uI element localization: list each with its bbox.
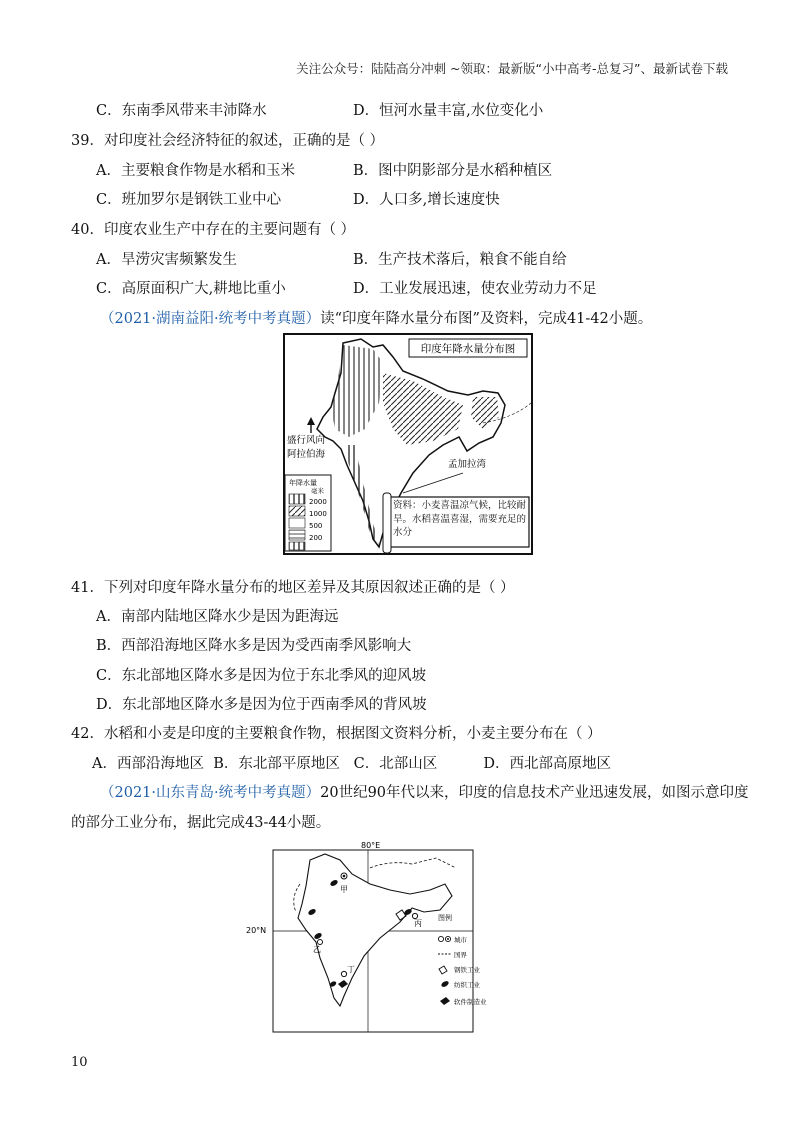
q40-option-b: B．生产技术落后，粮食不能自给 [353,252,567,268]
legend-value-0: 2000 [309,498,327,506]
q40-option-a: A．旱涝灾害频繁发生 [96,252,237,268]
intro-text: 读“印度年降水量分布图”及资料，完成41-42小题。 [320,311,653,327]
q40-option-d: D．工业发展迅速，使农业劳动力不足 [353,281,597,297]
india-rainfall-map [283,333,533,555]
intro-41-42 [100,307,652,328]
q39-option-d: D．人口多,增长速度快 [353,192,500,208]
q41-option-a: A．南部内陆地区降水少是因为距海远 [96,609,339,625]
legend-value-1: 1000 [309,510,327,518]
q40-stem: 40．印度农业生产中存在的主要问题有（ ） [71,222,356,238]
q42-options: A．西部沿海地区 B．东北部平原地区 C．北部山区 D．西北部高原地区 [92,756,611,772]
q42-stem: 42．水稻和小麦是印度的主要粮食作物，根据图文资料分析，小麦主要分布在（ ） [71,726,602,742]
q39-option-a: A．主要粮食作物是水稻和玉米 [96,163,295,179]
city-jia-icon [343,875,346,878]
lat-label: 20°N [246,926,267,935]
q39-option-b: B．图中阴影部分是水稻种植区 [353,163,553,179]
legend-border: 国界 [454,951,467,959]
page-header: 关注公众号：陆陆高分冲刺 ~领取：最新版“小中高考-总复习”、最新试卷下载 [296,61,728,76]
legend-title: 年降水量 [289,479,317,487]
legend-textile: 纺织工业 [454,981,480,989]
legend-title-2: 图例 [438,914,452,922]
city-jia: 甲 [340,885,348,894]
city-yi-icon [318,940,323,945]
page-number: 10 [71,1055,88,1070]
legend-unit: 毫米 [311,487,324,495]
q41-option-b: B．西部沿海地区降水多是因为受西南季风影响大 [96,638,412,654]
legend-value-3: 200 [309,534,323,542]
lon-label: 80°E [361,841,381,850]
source-citation-2: （2021·山东青岛·统考中考真题） [100,785,321,801]
q39-option-c: C．班加罗尔是钢铁工业中心 [96,192,282,208]
q41-option-c: C．东北部地区降水多是因为位于东北季风的迎风坡 [96,668,427,684]
legend-software: 软件制造业 [454,998,487,1006]
intro-43-44 [100,781,749,802]
q39-stem: 39．对印度社会经济特征的叙述，正确的是（ ） [71,133,385,149]
wind-label: 盛行风向 [287,435,326,446]
city-yi: 乙 [313,945,321,954]
legend-steel: 钢铁工业 [454,966,480,974]
intro-text-2a: 20世纪90年代以来，印度的信息技术产业迅速发展，如图示意印度 [320,785,749,801]
source-citation: （2021·湖南益阳·统考中考真题） [100,311,321,327]
legend-value-2: 500 [309,522,323,530]
city-ding-icon [341,971,346,976]
intro-text-2b: 的部分工业分布，据此完成43-44小题。 [71,815,331,831]
city-bing: 丙 [414,919,422,928]
sea-label: 阿拉伯海 [287,449,326,460]
q40-option-c: C．高原面积广大,耕地比重小 [96,281,286,297]
city-ding: 丁 [347,965,355,974]
q41-option-d: D．东北部地区降水多是因为位于西南季风的背风坡 [96,697,427,713]
bay-label: 孟加拉湾 [448,459,487,470]
q38-option-d: D．恒河水量丰富,水位变化小 [353,103,544,119]
q41-stem: 41．下列对印度年降水量分布的地区差异及其原因叙述正确的是（ ） [71,580,515,596]
q38-option-c: C．东南季风带来丰沛降水 [96,103,267,119]
map1-note: 资料：小麦喜温凉气候，比较耐旱。水稻喜温喜湿，需要充足的水分 [393,500,527,538]
map1-title: 印度年降水量分布图 [420,343,516,355]
india-industry-map [240,838,487,1034]
legend-city: 城市 [454,936,467,944]
city-bing-icon [412,913,417,918]
